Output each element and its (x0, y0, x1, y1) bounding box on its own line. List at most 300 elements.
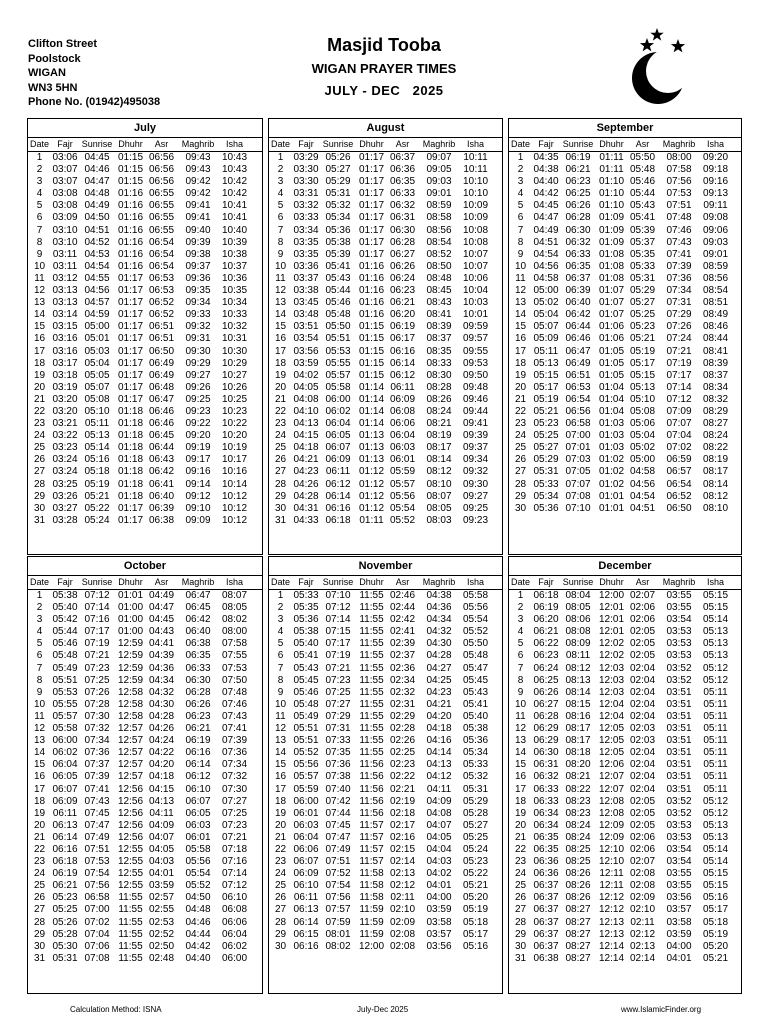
time-cell: 04:13 (293, 418, 319, 430)
time-cell: 06:02 (52, 747, 78, 759)
time-cell: 06:15 (293, 928, 319, 940)
time-cell: 07:47 (325, 831, 351, 843)
table-row (28, 626, 262, 638)
time-cell: 05:46 (629, 176, 656, 188)
time-cell: 07:40 (325, 783, 351, 795)
time-cell: 08:17 (702, 466, 729, 478)
time-cell: 02:06 (629, 831, 656, 843)
table-row (269, 370, 502, 382)
time-cell: 09:07 (426, 152, 452, 163)
time-cell: 01:17 (358, 188, 385, 200)
table-row (509, 406, 741, 418)
time-cell: 08:58 (426, 212, 452, 224)
date-cell: 25 (33, 442, 46, 454)
time-cell: 01:17 (117, 514, 144, 526)
date-cell: 10 (274, 698, 287, 710)
table-row (509, 212, 741, 224)
time-cell: 08:26 (565, 880, 591, 892)
date-cell: 19 (274, 369, 287, 381)
time-cell: 05:17 (462, 928, 489, 940)
table-row (509, 638, 741, 650)
month-title: October (28, 557, 262, 576)
time-cell: 08:05 (565, 602, 591, 614)
date-cell: 26 (514, 454, 527, 466)
time-cell: 12:03 (598, 686, 625, 698)
time-cell: 08:59 (702, 260, 729, 272)
time-cell: 03:52 (666, 807, 692, 819)
time-cell: 05:48 (325, 309, 351, 321)
time-cell: 07:42 (325, 795, 351, 807)
time-cell: 07:25 (84, 674, 110, 686)
time-cell: 06:56 (148, 164, 175, 176)
date-cell: 29 (514, 928, 527, 940)
time-cell: 05:08 (84, 393, 110, 405)
time-cell: 05:29 (629, 285, 656, 297)
time-cell: 05:07 (84, 381, 110, 393)
time-cell: 05:52 (389, 514, 416, 526)
time-cell: 05:11 (703, 698, 728, 710)
date-cell: 30 (33, 940, 46, 952)
time-cell: 05:23 (533, 418, 559, 430)
table-row (269, 590, 502, 602)
time-cell: 06:36 (533, 856, 559, 868)
time-cell: 10:08 (462, 236, 489, 248)
time-cell: 11:55 (359, 650, 384, 662)
time-cell: 02:25 (389, 747, 416, 759)
table-row (509, 188, 741, 200)
time-cell: 12:59 (117, 638, 144, 650)
time-cell: 05:32 (462, 771, 489, 783)
time-cell: 04:28 (148, 710, 175, 722)
date-cell: 4 (517, 188, 524, 200)
time-cell: 01:15 (358, 321, 385, 333)
time-cell: 02:08 (629, 880, 656, 892)
time-cell: 05:07 (533, 321, 559, 333)
time-cell: 08:27 (565, 916, 591, 928)
date-cell: 3 (277, 614, 284, 626)
time-cell: 01:11 (359, 514, 384, 526)
column-header: Isha (225, 139, 243, 149)
time-cell: 11:55 (118, 952, 143, 964)
time-cell: 04:36 (426, 602, 452, 614)
time-cell: 07:07 (565, 478, 591, 490)
date-cell: 14 (33, 309, 46, 321)
time-cell: 06:37 (533, 880, 559, 892)
time-cell: 06:16 (293, 940, 319, 952)
time-cell: 11:57 (359, 831, 384, 843)
time-cell: 08:27 (565, 952, 591, 964)
time-cell: 05:43 (325, 272, 351, 284)
time-cell: 07:43 (84, 795, 110, 807)
table-row (269, 249, 502, 261)
time-cell: 08:27 (565, 928, 591, 940)
time-cell: 07:21 (666, 345, 692, 357)
table-row (509, 796, 741, 808)
date-cell: 12 (274, 285, 287, 297)
column-header: Fajr (298, 139, 314, 149)
date-cell: 4 (36, 188, 43, 200)
time-cell: 12:09 (598, 819, 625, 831)
time-cell: 06:36 (389, 164, 416, 176)
time-cell: 04:32 (148, 686, 175, 698)
time-cell: 08:06 (565, 614, 591, 626)
time-cell: 06:49 (148, 369, 175, 381)
time-cell: 09:34 (462, 454, 489, 466)
time-cell: 07:43 (221, 710, 248, 722)
time-cell: 07:33 (325, 735, 351, 747)
time-cell: 06:34 (533, 819, 559, 831)
time-cell: 10:11 (463, 164, 488, 176)
time-cell: 01:08 (598, 248, 625, 260)
time-cell: 04:45 (533, 200, 559, 212)
table-row (28, 321, 262, 333)
time-cell: 04:05 (426, 831, 452, 843)
date-cell: 23 (33, 856, 46, 868)
time-cell: 12:59 (117, 650, 144, 662)
time-cell: 01:16 (117, 260, 144, 272)
column-header-row (269, 138, 502, 152)
time-cell: 07:29 (666, 309, 692, 321)
time-cell: 02:13 (389, 868, 416, 880)
time-cell: 07:38 (325, 771, 351, 783)
time-cell: 11:55 (359, 614, 384, 626)
time-cell: 06:31 (389, 212, 416, 224)
time-cell: 01:16 (117, 212, 144, 224)
time-cell: 07:46 (666, 224, 692, 236)
time-cell: 01:13 (358, 454, 385, 466)
time-cell: 05:31 (325, 188, 351, 200)
time-cell: 04:54 (533, 248, 559, 260)
time-cell: 06:25 (533, 674, 559, 686)
date-cell: 23 (274, 856, 287, 868)
time-cell: 05:19 (702, 928, 729, 940)
time-cell: 09:55 (462, 345, 489, 357)
time-cell: 06:39 (148, 502, 175, 514)
time-cell: 06:05 (325, 430, 351, 442)
time-cell: 01:17 (117, 502, 144, 514)
time-cell: 06:27 (533, 698, 559, 710)
column-header: Date (270, 577, 290, 587)
date-cell: 30 (514, 502, 527, 514)
time-cell: 03:18 (52, 369, 78, 381)
time-cell: 05:38 (293, 626, 319, 638)
time-cell: 01:16 (117, 248, 144, 260)
table-row (28, 808, 262, 820)
time-cell: 06:40 (185, 626, 211, 638)
time-cell: 05:43 (629, 200, 656, 212)
time-cell: 06:01 (185, 831, 211, 843)
time-cell: 01:15 (358, 369, 385, 381)
time-cell: 12:08 (598, 807, 625, 819)
table-row (269, 479, 502, 491)
time-cell: 01:14 (358, 381, 385, 393)
time-cell: 01:17 (358, 164, 385, 176)
date-cell: 15 (33, 321, 46, 333)
time-cell: 06:33 (185, 662, 211, 674)
time-cell: 06:49 (565, 357, 591, 369)
time-cell: 10:23 (221, 405, 248, 417)
time-cell: 04:51 (533, 236, 559, 248)
time-cell: 10:29 (221, 357, 248, 369)
time-cell: 05:13 (702, 650, 729, 662)
month-title: July (28, 119, 262, 138)
time-cell: 04:21 (426, 698, 452, 710)
column-header: Fajr (57, 139, 73, 149)
time-cell: 09:22 (185, 418, 211, 430)
table-row (509, 382, 741, 394)
time-cell: 01:02 (598, 466, 625, 478)
time-cell: 06:13 (293, 904, 319, 916)
time-cell: 03:16 (52, 333, 78, 345)
time-cell: 05:08 (629, 405, 656, 417)
time-cell: 02:19 (389, 795, 416, 807)
time-cell: 06:49 (148, 357, 175, 369)
time-cell: 09:25 (462, 502, 489, 514)
time-cell: 06:38 (148, 514, 175, 526)
date-cell: 12 (274, 723, 287, 735)
time-cell: 05:02 (629, 442, 656, 454)
time-cell: 04:34 (148, 674, 175, 686)
time-cell: 02:12 (389, 880, 416, 892)
table-row (269, 917, 502, 929)
table-row (28, 687, 262, 699)
time-cell: 09:29 (185, 357, 211, 369)
time-cell: 05:46 (293, 686, 319, 698)
time-cell: 01:01 (598, 490, 625, 502)
time-cell: 05:11 (703, 710, 728, 722)
time-cell: 02:04 (629, 686, 656, 698)
time-cell: 06:10 (293, 880, 319, 892)
time-cell: 09:20 (702, 152, 729, 163)
time-cell: 02:07 (629, 590, 656, 601)
time-cell: 07:36 (325, 759, 351, 771)
time-cell: 12:04 (598, 698, 625, 710)
time-cell: 11:58 (359, 892, 384, 904)
time-cell: 08:14 (426, 454, 452, 466)
time-cell: 05:36 (533, 502, 559, 514)
table-row (509, 844, 741, 856)
date-cell: 24 (514, 868, 527, 880)
time-cell: 08:26 (565, 868, 591, 880)
time-cell: 10:14 (221, 478, 248, 490)
time-cell: 09:27 (185, 369, 211, 381)
time-cell: 02:11 (630, 916, 655, 928)
time-cell: 02:50 (148, 940, 175, 952)
time-cell: 04:53 (84, 248, 110, 260)
time-cell: 12:10 (598, 843, 625, 855)
time-cell: 04:00 (426, 892, 452, 904)
time-cell: 09:42 (185, 188, 211, 200)
time-cell: 03:31 (293, 188, 319, 200)
column-header: Sunrise (322, 577, 354, 587)
table-row (509, 249, 741, 261)
time-cell: 06:51 (148, 333, 175, 345)
time-cell: 03:59 (148, 880, 175, 892)
date-cell: 13 (274, 735, 287, 747)
date-cell: 9 (517, 686, 524, 698)
time-cell: 03:08 (52, 200, 78, 212)
time-cell: 01:15 (117, 152, 144, 163)
time-cell: 08:43 (426, 297, 452, 309)
time-cell: 05:31 (462, 783, 489, 795)
time-cell: 07:48 (221, 686, 248, 698)
date-cell: 9 (517, 248, 524, 260)
time-cell: 04:38 (533, 164, 559, 176)
date-cell: 7 (36, 224, 43, 236)
time-cell: 04:35 (533, 152, 559, 163)
time-cell: 07:57 (325, 904, 351, 916)
date-cell: 9 (277, 686, 284, 698)
time-cell: 02:04 (629, 662, 656, 674)
time-cell: 11:56 (359, 807, 384, 819)
time-cell: 05:13 (533, 357, 559, 369)
time-cell: 09:05 (426, 164, 452, 176)
table-row (509, 164, 741, 176)
column-header: Maghrib (662, 577, 696, 587)
table-row (509, 273, 741, 285)
time-cell: 01:17 (358, 236, 385, 248)
time-cell: 03:30 (293, 176, 319, 188)
time-cell: 05:54 (389, 502, 416, 514)
time-cell: 05:36 (293, 614, 319, 626)
time-cell: 06:57 (666, 466, 692, 478)
time-cell: 07:50 (221, 674, 248, 686)
table-row (509, 321, 741, 333)
time-cell: 06:53 (148, 285, 175, 297)
time-cell: 05:57 (52, 710, 78, 722)
date-cell: 11 (515, 272, 526, 284)
table-row (509, 503, 741, 515)
month-table-september (508, 118, 742, 555)
time-cell: 06:11 (293, 892, 319, 904)
time-cell: 01:13 (358, 430, 385, 442)
table-row (509, 602, 741, 614)
time-cell: 05:25 (629, 309, 656, 321)
date-cell: 25 (274, 442, 287, 454)
time-cell: 04:45 (148, 614, 175, 626)
time-cell: 04:42 (533, 188, 559, 200)
time-cell: 03:57 (666, 904, 692, 916)
time-cell: 02:57 (148, 892, 175, 904)
date-cell: 26 (514, 892, 527, 904)
date-cell: 24 (33, 868, 46, 880)
time-cell: 08:33 (426, 357, 452, 369)
time-cell: 02:31 (389, 698, 416, 710)
time-cell: 03:35 (293, 248, 319, 260)
time-cell: 06:24 (389, 272, 416, 284)
time-cell: 10:43 (221, 164, 248, 176)
time-cell: 03:51 (666, 698, 692, 710)
time-cell: 02:44 (389, 602, 416, 614)
time-cell: 01:17 (117, 357, 144, 369)
mosque-name: Masjid Tooba (327, 35, 441, 55)
date-cell: 18 (33, 795, 46, 807)
table-row (269, 675, 502, 687)
time-cell: 01:17 (358, 152, 385, 163)
time-cell: 06:59 (666, 454, 692, 466)
table-row (269, 808, 502, 820)
time-cell: 06:09 (293, 868, 319, 880)
time-cell: 09:33 (185, 309, 211, 321)
time-cell: 07:49 (84, 831, 110, 843)
time-cell: 01:15 (117, 176, 144, 188)
time-cell: 06:52 (148, 309, 175, 321)
time-cell: 05:03 (84, 345, 110, 357)
time-cell: 07:21 (325, 662, 351, 674)
time-cell: 04:54 (84, 260, 110, 272)
column-header-row (269, 576, 502, 590)
time-cell: 03:53 (666, 638, 692, 650)
table-row (269, 747, 502, 759)
time-cell: 04:08 (293, 393, 319, 405)
time-cell: 04:24 (148, 735, 175, 747)
time-cell: 09:16 (185, 466, 211, 478)
time-cell: 03:35 (293, 236, 319, 248)
column-header: Date (29, 577, 49, 587)
date-cell: 26 (33, 454, 46, 466)
time-cell: 05:22 (84, 502, 110, 514)
time-cell: 08:16 (565, 710, 591, 722)
time-cell: 01:15 (117, 164, 144, 176)
time-cell: 06:45 (148, 430, 175, 442)
time-cell: 01:08 (598, 272, 625, 284)
time-cell: 04:50 (185, 892, 211, 904)
column-header: Asr (154, 139, 169, 149)
table-row (269, 346, 502, 358)
date-cell: 11 (515, 710, 526, 722)
time-cell: 07:14 (666, 381, 692, 393)
date-cell: 16 (33, 333, 46, 345)
table-row (509, 904, 741, 916)
time-cell: 05:23 (462, 856, 489, 868)
time-cell: 07:19 (84, 638, 110, 650)
time-cell: 03:58 (426, 916, 452, 928)
time-cell: 04:13 (148, 795, 175, 807)
time-cell: 04:23 (426, 686, 452, 698)
time-cell: 06:37 (389, 152, 416, 163)
column-header: Maghrib (422, 139, 456, 149)
date-cell: 5 (36, 638, 43, 650)
phone-number: Phone No. (01942)495038 (28, 96, 161, 108)
month-title: August (269, 119, 502, 138)
time-cell: 12:55 (117, 843, 144, 855)
time-cell: 08:19 (702, 454, 729, 466)
time-cell: 04:27 (426, 662, 452, 674)
time-cell: 12:56 (117, 783, 144, 795)
time-cell: 08:14 (565, 686, 591, 698)
time-cell: 07:14 (221, 868, 248, 880)
time-cell: 12:59 (117, 674, 144, 686)
table-row (28, 346, 262, 358)
time-cell: 06:44 (565, 321, 591, 333)
time-cell: 02:05 (629, 626, 656, 638)
time-cell: 05:18 (702, 916, 729, 928)
time-cell: 08:02 (221, 614, 248, 626)
time-cell: 06:32 (565, 236, 591, 248)
time-cell: 02:06 (629, 602, 656, 614)
time-cell: 08:41 (702, 345, 729, 357)
time-cell: 07:15 (325, 626, 351, 638)
time-cell: 03:55 (666, 868, 692, 880)
time-cell: 04:58 (533, 272, 559, 284)
date-cell: 11 (34, 710, 45, 722)
time-cell: 06:09 (52, 795, 78, 807)
time-cell: 08:21 (426, 418, 452, 430)
time-cell: 12:01 (598, 614, 625, 626)
date-cell: 19 (514, 369, 527, 381)
time-cell: 09:44 (462, 405, 489, 417)
table-row (269, 225, 502, 237)
